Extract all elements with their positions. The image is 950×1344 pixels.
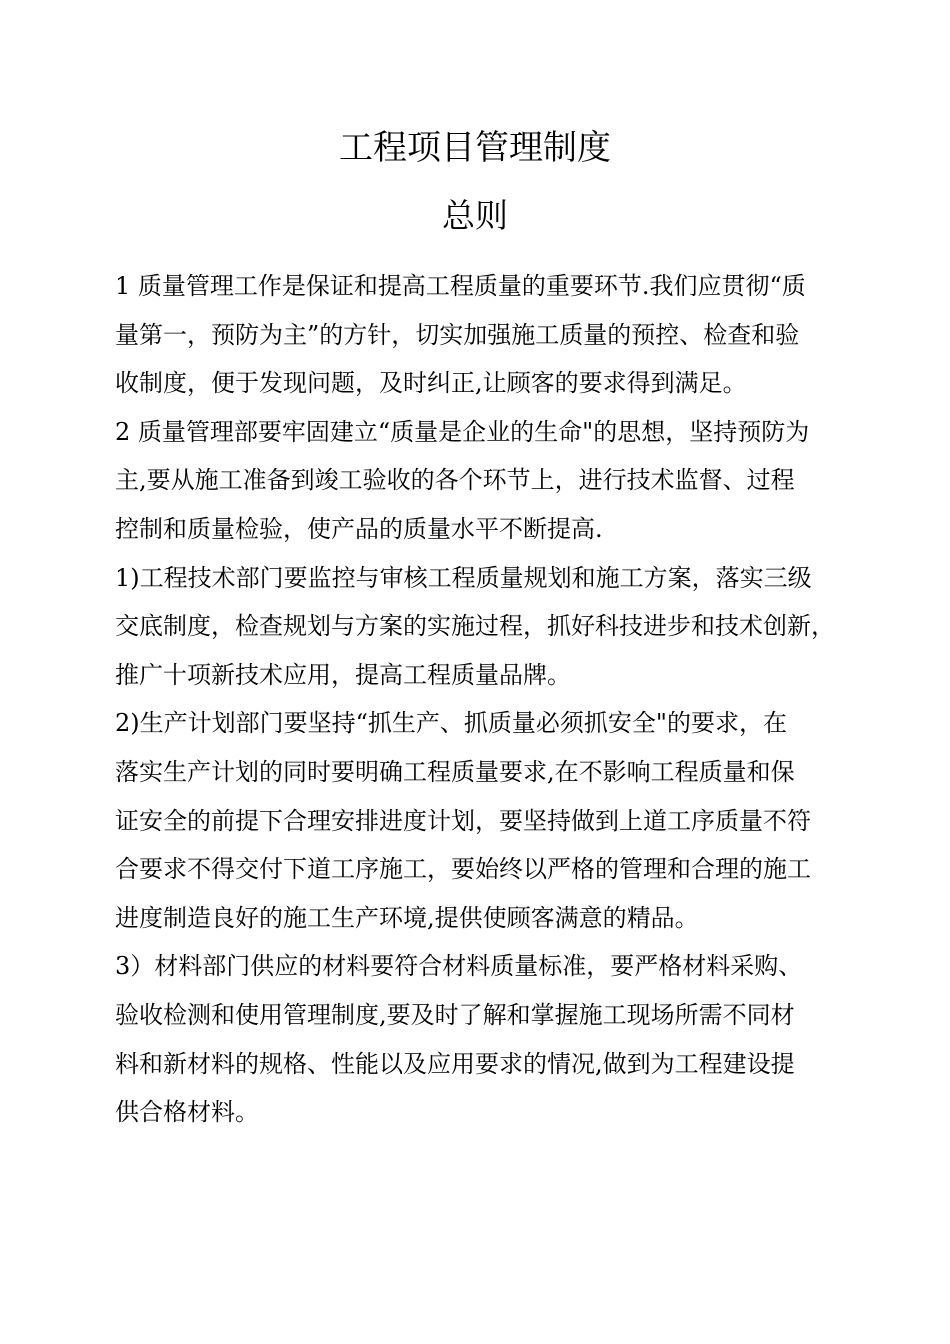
text-line: 3）材料部门供应的材料要符合材料质量标准，要严格材料采购、 (115, 952, 803, 981)
text-line: 1)工程技术部门要监控与审核工程质量规划和施工方案，落实三级 (115, 563, 812, 592)
text-line: 量第一，预防为主”的方针，切实加强施工质量的预控、检查和验 (115, 320, 800, 349)
text-line: 进度制造良好的施工生产环境,提供使顾客满意的精品。 (115, 903, 699, 932)
text-line: 证安全的前提下合理安排进度计划，要坚持做到上道工序质量不符 (115, 806, 811, 835)
section-heading: 总则 (442, 196, 508, 235)
text-line: 1 质量管理工作是保证和提高工程质量的重要环节.我们应贯彻“质 (115, 272, 806, 300)
text-line: 收制度，便于发现问题，及时纠正,让顾客的要求得到满足。 (115, 369, 747, 398)
text-line: 合要求不得交付下道工序施工，要始终以严格的管理和合理的施工 (115, 855, 811, 884)
text-line: 供合格材料。 (115, 1098, 259, 1127)
text-line: 推广十项新技术应用，提高工程质量品牌。 (115, 660, 571, 689)
text-line: 2 质量管理部要牢固建立“质量是企业的生命"的思想，坚持预防为 (115, 417, 810, 446)
text-line: 2)生产计划部门要坚持“抓生产、抓质量必须抓安全"的要求，在 (115, 709, 787, 738)
text-line: 控制和质量检验，使产品的质量水平不断提高. (115, 514, 603, 543)
text-line: 料和新材料的规格、性能以及应用要求的情况,做到为工程建设提 (115, 1049, 795, 1078)
body-text (115, 262, 875, 1137)
text-line: 主,要从施工准备到竣工验收的各个环节上，进行技术监督、过程 (115, 466, 795, 495)
text-line: 验收检测和使用管理制度,要及时了解和掌握施工现场所需不同材 (115, 1000, 795, 1029)
document-title: 工程项目管理制度 (339, 128, 611, 168)
text-line: 交底制度，检查规划与方案的实施过程，抓好科技进步和技术创新， (115, 612, 835, 641)
text-line: 落实生产计划的同时要明确工程质量要求,在不影响工程质量和保 (115, 757, 795, 786)
